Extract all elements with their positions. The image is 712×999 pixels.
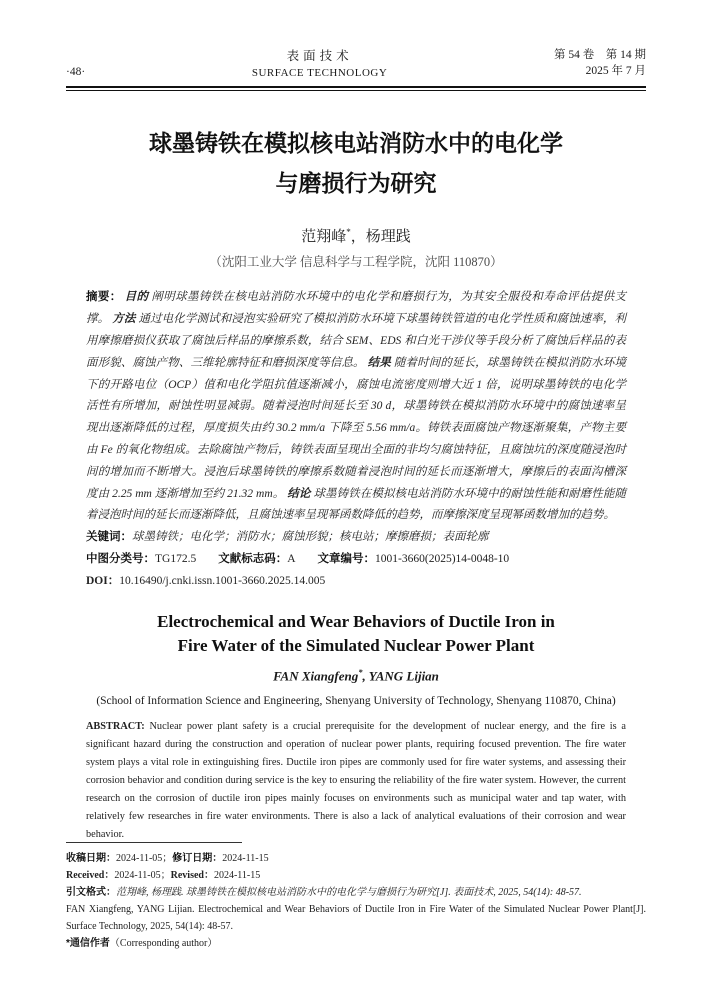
keywords-text: 球墨铸铁；电化学；消防水；腐蚀形貌；核电站；摩擦磨损；表面轮廓 bbox=[132, 531, 489, 544]
revised-value-en: 2024-11-15 bbox=[213, 870, 261, 881]
revised-label-cn: 修订日期： bbox=[172, 853, 223, 864]
article-title-en bbox=[66, 610, 646, 658]
citation-cn: 范翔峰, 杨理践. 球墨铸铁在模拟核电站消防水中的电化学与磨损行为研究[J]. 表面技术, 2025, 54(14): 48-57. bbox=[116, 887, 582, 898]
author-separator: ， bbox=[350, 229, 366, 246]
document-code-label: 文献标志码： bbox=[218, 552, 288, 565]
corresponding-author-mark: * bbox=[346, 227, 351, 238]
article-id bbox=[318, 553, 510, 565]
author-cn-1: 范翔峰 bbox=[301, 229, 347, 246]
citation-line-cn bbox=[66, 884, 646, 901]
abstract-seg-text-methods: 通过电化学测试和浸泡实验研究了模拟消防水环境下球墨铸铁管道的电化学性质和腐蚀速率，利用摩擦磨损仪获取了腐蚀后样品的摩擦系数，结合 SEM、EDS 和白光干涉仪等手段分析了腐蚀后样品的表面形貌、腐蚀产物、三维轮廓特征和磨损深度等信息。 bbox=[86, 313, 627, 369]
classification-line bbox=[86, 549, 626, 571]
footnote-block bbox=[66, 842, 646, 952]
article-id-value: 1001-3660(2025)14-0048-10 bbox=[375, 552, 510, 565]
received-line-en bbox=[66, 867, 646, 884]
corresponding-author-label: *通信作者 bbox=[66, 938, 110, 949]
journal-name-cn: 表面技术 bbox=[286, 49, 353, 63]
received-line-cn bbox=[66, 850, 646, 867]
affiliation-cn: （沈阳工业大学 信息科学与工程学院，沈阳 110870） bbox=[209, 255, 503, 270]
received-label-cn: 收稿日期： bbox=[66, 853, 116, 864]
journal-header bbox=[66, 46, 646, 79]
corresponding-author-mark-en: * bbox=[358, 666, 363, 677]
keywords-label: 关键词： bbox=[86, 531, 132, 544]
issue-info bbox=[554, 47, 646, 79]
citation-label: 引文格式： bbox=[66, 887, 116, 898]
authors-en bbox=[66, 667, 646, 684]
page-number: ·48· bbox=[66, 66, 86, 78]
header-divider bbox=[66, 86, 646, 91]
corresponding-author-line bbox=[66, 935, 646, 952]
article-title-en-line2: Fire Water of the Simulated Nuclear Power Plant bbox=[177, 635, 535, 655]
article-title-cn-line1: 球墨铸铁在模拟核电站消防水中的电化学 bbox=[149, 130, 563, 157]
abstract-seg-text-results: 随着时间的延长，球墨铸铁在模拟消防水环境下的开路电位（OCP）值和电化学阻抗值逐渐减小，腐蚀电流密度则增大近 1 倍，说明球墨铸铁的电化学活性有所增加，耐蚀性明显减弱。随着浸泡时间延长至 30 d，球墨铸铁在模拟消防水环境中的腐蚀速率呈现出逐渐降低的过程，厚度损失由约 30.2 mm/a 下降至 5.56 mm/a。铸铁表面腐蚀产物逐渐聚集，产物主要由 Fe 的氧化物组成。去除腐蚀产物后，铸铁表面呈现出全面的非均匀腐蚀特征，且腐蚀坑的深度随浸泡时间的增加而不断增大。浸泡后球墨铸铁的摩擦系数随着浸泡时间的延长而逐渐增大，摩擦后的表面沟槽深度由 2.25 mm 逐渐增加至约 21.32 mm。 bbox=[86, 356, 627, 500]
article-title-cn bbox=[66, 123, 646, 203]
journal-name-block bbox=[85, 46, 554, 79]
corresponding-author-text: （Corresponding author） bbox=[109, 938, 218, 949]
abstract-cn bbox=[86, 287, 626, 527]
abstract-cn-label: 摘要： bbox=[86, 291, 122, 304]
received-value-en: 2024-11-05； bbox=[114, 870, 171, 881]
clc-label: 中图分类号： bbox=[86, 552, 155, 565]
journal-name-en: SURFACE TECHNOLOGY bbox=[251, 67, 388, 79]
author-en-1: FAN Xiangfeng bbox=[273, 667, 359, 683]
authors-cn bbox=[66, 225, 646, 246]
volume-issue: 第 54 卷 第 14 期 bbox=[554, 49, 646, 61]
document-code-value: A bbox=[287, 552, 296, 565]
document-code bbox=[218, 553, 295, 565]
author-separator-en: , bbox=[362, 667, 369, 683]
abstract-en-label: ABSTRACT: bbox=[86, 720, 145, 732]
clc-number bbox=[86, 553, 196, 565]
received-label-en: Received： bbox=[66, 870, 115, 881]
doi-label: DOI： bbox=[86, 574, 120, 587]
author-cn-2: 杨理践 bbox=[365, 229, 411, 246]
affiliation-en: (School of Information Science and Engineering, Shenyang University of Technology, Shenyang 110870, China) bbox=[96, 694, 616, 707]
author-en-2: YANG Lijian bbox=[368, 667, 439, 683]
abstract-seg-text-objective: 阐明球墨铸铁在核电站消防水环境中的电化学和磨损行为，为其安全服役和寿命评估提供支撑。 bbox=[86, 291, 626, 326]
citation-line-en: FAN Xiangfeng, YANG Lijian. Electrochemical and Wear Behaviors of Ductile Iron in Fire Water of the Simulated Nuclear Power Plant[J]. Surface Technology, 2025, 54(14): 48-57. bbox=[66, 904, 646, 932]
footnote-divider bbox=[66, 842, 242, 843]
revised-label-en: Revised： bbox=[170, 870, 214, 881]
received-value-cn: 2024-11-05； bbox=[116, 853, 173, 864]
article-title-cn-line2: 与磨损行为研究 bbox=[275, 170, 437, 197]
clc-value: TG172.5 bbox=[155, 552, 197, 565]
doi-line bbox=[86, 571, 626, 593]
doi-value: 10.16490/j.cnki.issn.1001-3660.2025.14.005 bbox=[119, 574, 326, 587]
issue-date: 2025 年 7 月 bbox=[585, 65, 646, 77]
abstract-seg-label-conclusion: 结论 bbox=[287, 487, 311, 500]
abstract-seg-label-methods: 方法 bbox=[112, 313, 136, 326]
keywords-line bbox=[86, 527, 626, 549]
chinese-meta-block bbox=[86, 287, 626, 592]
abstract-seg-label-objective: 目的 bbox=[124, 291, 149, 304]
abstract-seg-label-results: 结果 bbox=[367, 356, 391, 369]
article-id-label: 文章编号： bbox=[317, 552, 376, 565]
abstract-en-text: Nuclear power plant safety is a crucial prerequisite for the development of nuclear energy, and the fire is a significant hazard during the construction and operation of nuclear power plants, requiring focused prevention. The fire water system plays a vital role in extinguishing fires. Ductile iron pipes are commonly used for fire water systems, and assessing their corrosion behavior and condition during service is the key to ensuring the reliability of the fire water system. However, the current research on the corrosion of ductile iron pipes mainly focuses on environments such as municipal water and tap water, with relatively few researches in fire water environments. There is also a lack of analytical evaluations of their corrosion and wear behavior. bbox=[86, 720, 626, 840]
abstract-seg-text-conclusion: 球墨铸铁在模拟核电站消防水环境中的耐蚀性能和耐磨性能随着浸泡时间的延长而逐渐降低，且腐蚀速率呈现幂函数降低的趋势，而摩擦深度呈现幂函数增加的趋势。 bbox=[86, 487, 627, 522]
article-title-en-line1: Electrochemical and Wear Behaviors of Ductile Iron in bbox=[157, 611, 555, 631]
revised-value-cn: 2024-11-15 bbox=[222, 853, 269, 864]
abstract-en bbox=[86, 718, 626, 844]
